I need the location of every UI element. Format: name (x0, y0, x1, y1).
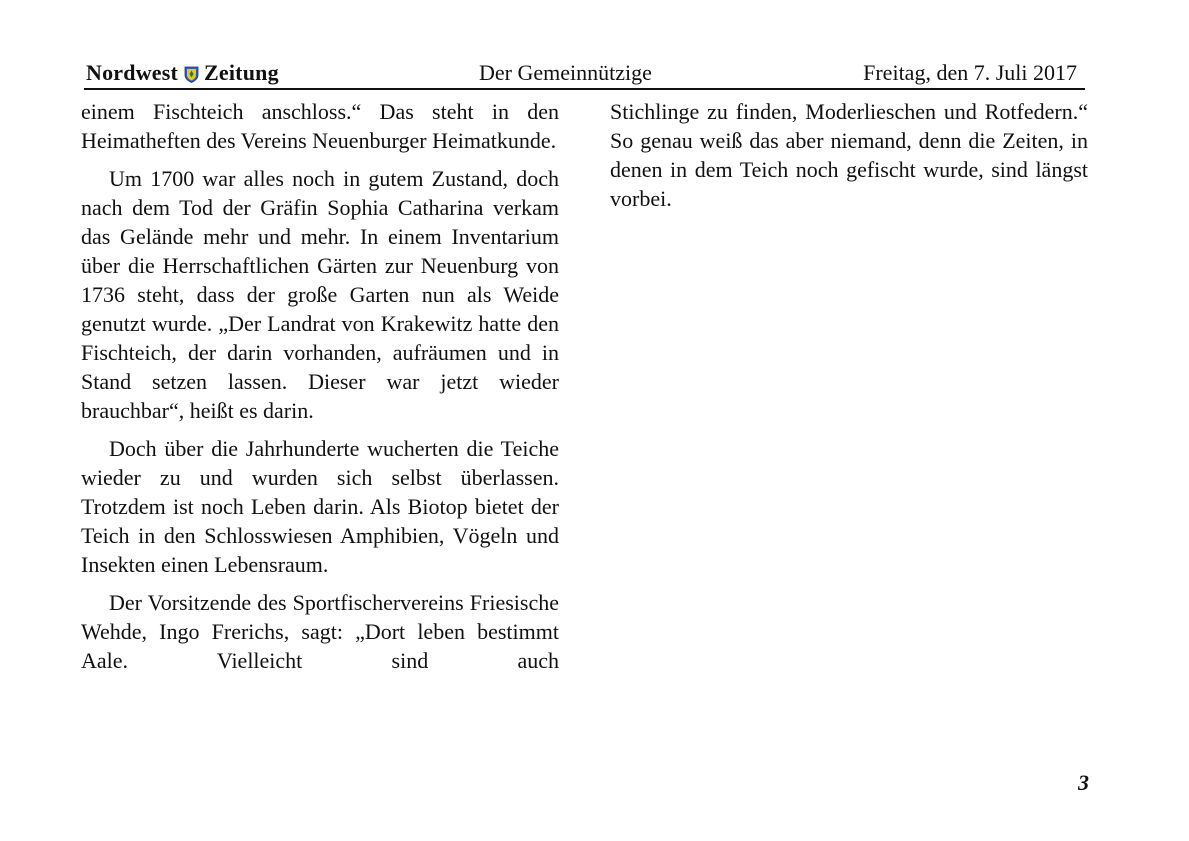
page-number: 3 (1078, 770, 1089, 795)
paragraph: Um 1700 war alles noch in gutem Zustand, doch nach dem Tod der Gräfin Sophia Catharina verkam das Gelände mehr und mehr. In einem Inventarium über die Herrschaftlichen Gärten zur Neuenburg von 1736 steht, dass der große Garten nun als Weide genutzt wurde. „Der Landrat von Krakewitz hatte den Fischteich, der darin vorhanden, aufräumen und in Stand setzen lassen. Dieser war jetzt wieder brauchbar“, heißt es darin. (81, 166, 559, 423)
paragraph: einem Fischteich anschloss.“ Das steht in den Heimatheften des Vereins Neuenburger Heimatkunde. (81, 99, 559, 153)
paragraph: Stichlinge zu finden, Moderlieschen und Rotfedern.“ So genau weiß das aber niemand, denn die Zeiten, in denen in dem Teich noch gefischt wurde, sind längst vorbei. (610, 99, 1088, 211)
paragraph: Doch über die Jahrhunderte wucherten die Teiche wieder zu und wurden sich selbst überlassen. Trotzdem ist noch Leben darin. Als Biotop bietet der Teich in den Schlosswiesen Amphibien, Vögeln und Insekten einen Lebensraum. (81, 436, 559, 577)
page-header (84, 58, 1085, 90)
publication-title: Der Gemeinnützige (479, 60, 652, 85)
paragraph: Der Vorsitzende des Sportfischervereins Friesische Wehde, Ingo Frerichs, sagt: „Dort leben bestimmt Aale. Vielleicht sind auch (81, 590, 559, 673)
left-column (81, 97, 559, 684)
brand-name-left: Nordwest (86, 60, 179, 85)
brand-name-right: Zeitung (204, 60, 279, 85)
newspaper-brand (86, 60, 279, 86)
coat-of-arms-icon (184, 66, 199, 83)
right-column (610, 97, 1088, 222)
issue-date: Freitag, den 7. Juli 2017 (863, 60, 1077, 85)
